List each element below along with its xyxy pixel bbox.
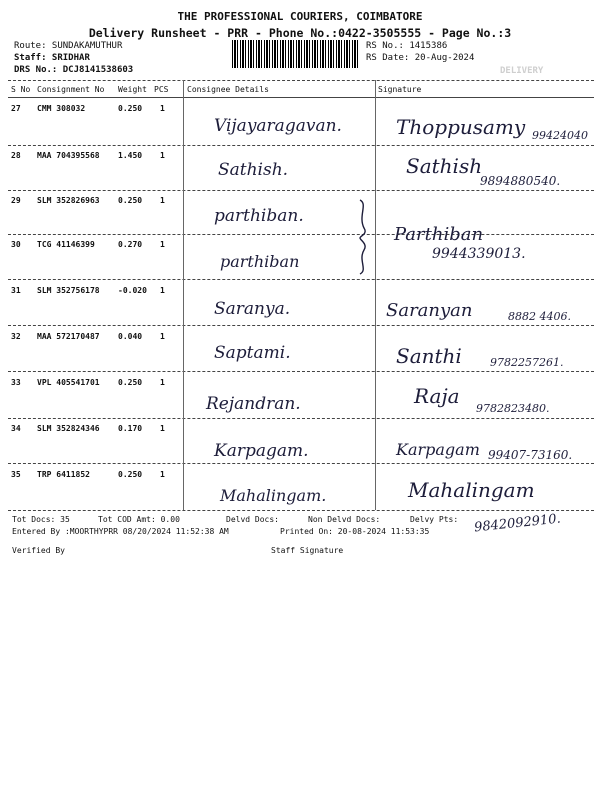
row-sno: 29 — [11, 196, 21, 205]
drs-number: DRS No.: DCJ8141538603 — [14, 65, 134, 75]
row-weight: 0.250 — [118, 196, 143, 205]
col-sno: S No — [11, 85, 31, 94]
rs-number: RS No.: 1415386 — [366, 41, 448, 51]
row-weight: 0.250 — [118, 104, 143, 113]
row-signature: Saranyan — [386, 300, 473, 321]
row-pcs: 1 — [160, 286, 165, 295]
non-delivered-docs: Non Delvd Docs: — [308, 515, 381, 524]
staff: Staff: SRIDHAR — [14, 53, 90, 63]
row-divider — [8, 371, 594, 372]
row-pcs: 1 — [160, 240, 165, 249]
total-docs: Tot Docs: 35 — [12, 515, 70, 524]
column-divider — [375, 97, 376, 510]
row-consignee: Sathish. — [218, 160, 289, 180]
row-signature: Thoppusamy — [396, 115, 526, 139]
table-bottom-border — [8, 510, 594, 511]
row-weight: -0.020 — [118, 286, 147, 295]
row-consignee: Mahalingam. — [220, 486, 327, 505]
row-divider — [8, 279, 594, 280]
printed-on: Printed On: 20-08-2024 11:53:35 — [280, 527, 430, 536]
row-consignment: SLM 352826963 — [37, 196, 100, 205]
runsheet-title: Delivery Runsheet - PRR - Phone No.:0422-3505555 - Page No.:3 — [88, 26, 512, 40]
column-divider — [183, 97, 184, 510]
brace-mark — [354, 198, 374, 276]
row-consignment: SLM 352756178 — [37, 286, 100, 295]
row-divider — [8, 325, 594, 326]
table-top-border — [8, 80, 594, 81]
row-sno: 27 — [11, 104, 21, 113]
row-consignment: MAA 704395568 — [37, 151, 100, 160]
row-consignee: Rejandran. — [206, 394, 301, 414]
handwritten-phone: 9842092910. — [473, 511, 562, 536]
col-pcs: PCS — [154, 85, 169, 94]
entered-by: Entered By :MOORTHYPRR 08/20/2024 11:52:38 AM — [12, 527, 229, 536]
header-divider — [183, 80, 184, 97]
row-consignee: Saptami. — [214, 343, 291, 363]
delivered-docs: Delvd Docs: — [226, 515, 279, 524]
row-sno: 33 — [11, 378, 21, 387]
row-pcs: 1 — [160, 424, 165, 433]
row-signature: Sathish — [406, 154, 483, 178]
total-cod: Tot COD Amt: 0.00 — [98, 515, 180, 524]
row-consignee: Saranya. — [214, 299, 291, 319]
header-bottom-border — [8, 97, 594, 98]
row-divider — [8, 145, 594, 146]
row-weight: 0.250 — [118, 378, 143, 387]
col-weight: Weight — [118, 85, 147, 94]
row-phone: 99407-73160. — [488, 448, 573, 462]
row-signature: Parthiban — [394, 224, 484, 245]
rs-date: RS Date: 20-Aug-2024 — [366, 53, 475, 63]
row-phone: 99424040 — [532, 129, 588, 142]
route: Route: SUNDAKAMUTHUR — [14, 41, 123, 51]
row-consignee: parthiban — [220, 252, 300, 271]
row-consignment: TRP 6411852 — [37, 470, 90, 479]
barcode — [232, 40, 360, 68]
row-divider — [8, 463, 594, 464]
row-pcs: 1 — [160, 470, 165, 479]
row-sno: 31 — [11, 286, 21, 295]
row-consignment: TCG 41146399 — [37, 240, 95, 249]
row-signature: Santhi — [396, 344, 462, 368]
col-consignment: Consignment No — [37, 85, 105, 94]
delivery-points: Delvy Pts: — [410, 515, 459, 524]
row-consignee: parthiban. — [214, 206, 304, 226]
row-weight: 0.270 — [118, 240, 143, 249]
row-consignment: SLM 352824346 — [37, 424, 100, 433]
row-pcs: 1 — [160, 332, 165, 341]
staff-signature: Staff Signature — [271, 546, 344, 555]
col-signature: Signature — [378, 85, 422, 94]
row-consignment: VPL 405541701 — [37, 378, 100, 387]
row-consignment: MAA 572170487 — [37, 332, 100, 341]
row-sno: 35 — [11, 470, 21, 479]
row-weight: 0.170 — [118, 424, 143, 433]
row-divider — [8, 418, 594, 419]
row-pcs: 1 — [160, 151, 165, 160]
row-phone: 9944339013. — [432, 246, 526, 262]
row-consignee: Vijayaragavan. — [214, 116, 342, 136]
row-signature: Raja — [414, 384, 460, 408]
row-weight: 1.450 — [118, 151, 143, 160]
row-phone: 9782823480. — [476, 402, 550, 415]
row-signature: Mahalingam — [408, 478, 535, 502]
verified-by: Verified By — [12, 546, 65, 555]
row-sno: 32 — [11, 332, 21, 341]
row-phone: 9894880540. — [480, 174, 561, 188]
row-pcs: 1 — [160, 196, 165, 205]
row-weight: 0.250 — [118, 470, 143, 479]
row-phone: 9782257261. — [490, 356, 564, 369]
row-consignment: CMM 308032 — [37, 104, 86, 113]
row-sno: 30 — [11, 240, 21, 249]
row-weight: 0.040 — [118, 332, 143, 341]
row-sno: 28 — [11, 151, 21, 160]
row-divider — [8, 234, 594, 235]
row-divider — [8, 190, 594, 191]
row-signature: Karpagam — [396, 440, 480, 459]
row-phone: 8882 4406. — [508, 310, 571, 323]
row-sno: 34 — [11, 424, 21, 433]
col-consignee: Consignee Details — [187, 85, 269, 94]
row-consignee: Karpagam. — [214, 441, 309, 461]
company-title: THE PROFESSIONAL COURIERS, COIMBATORE — [177, 10, 423, 23]
row-pcs: 1 — [160, 378, 165, 387]
row-pcs: 1 — [160, 104, 165, 113]
delivery-stamp: DELIVERY — [500, 66, 544, 76]
header-divider — [375, 80, 376, 97]
